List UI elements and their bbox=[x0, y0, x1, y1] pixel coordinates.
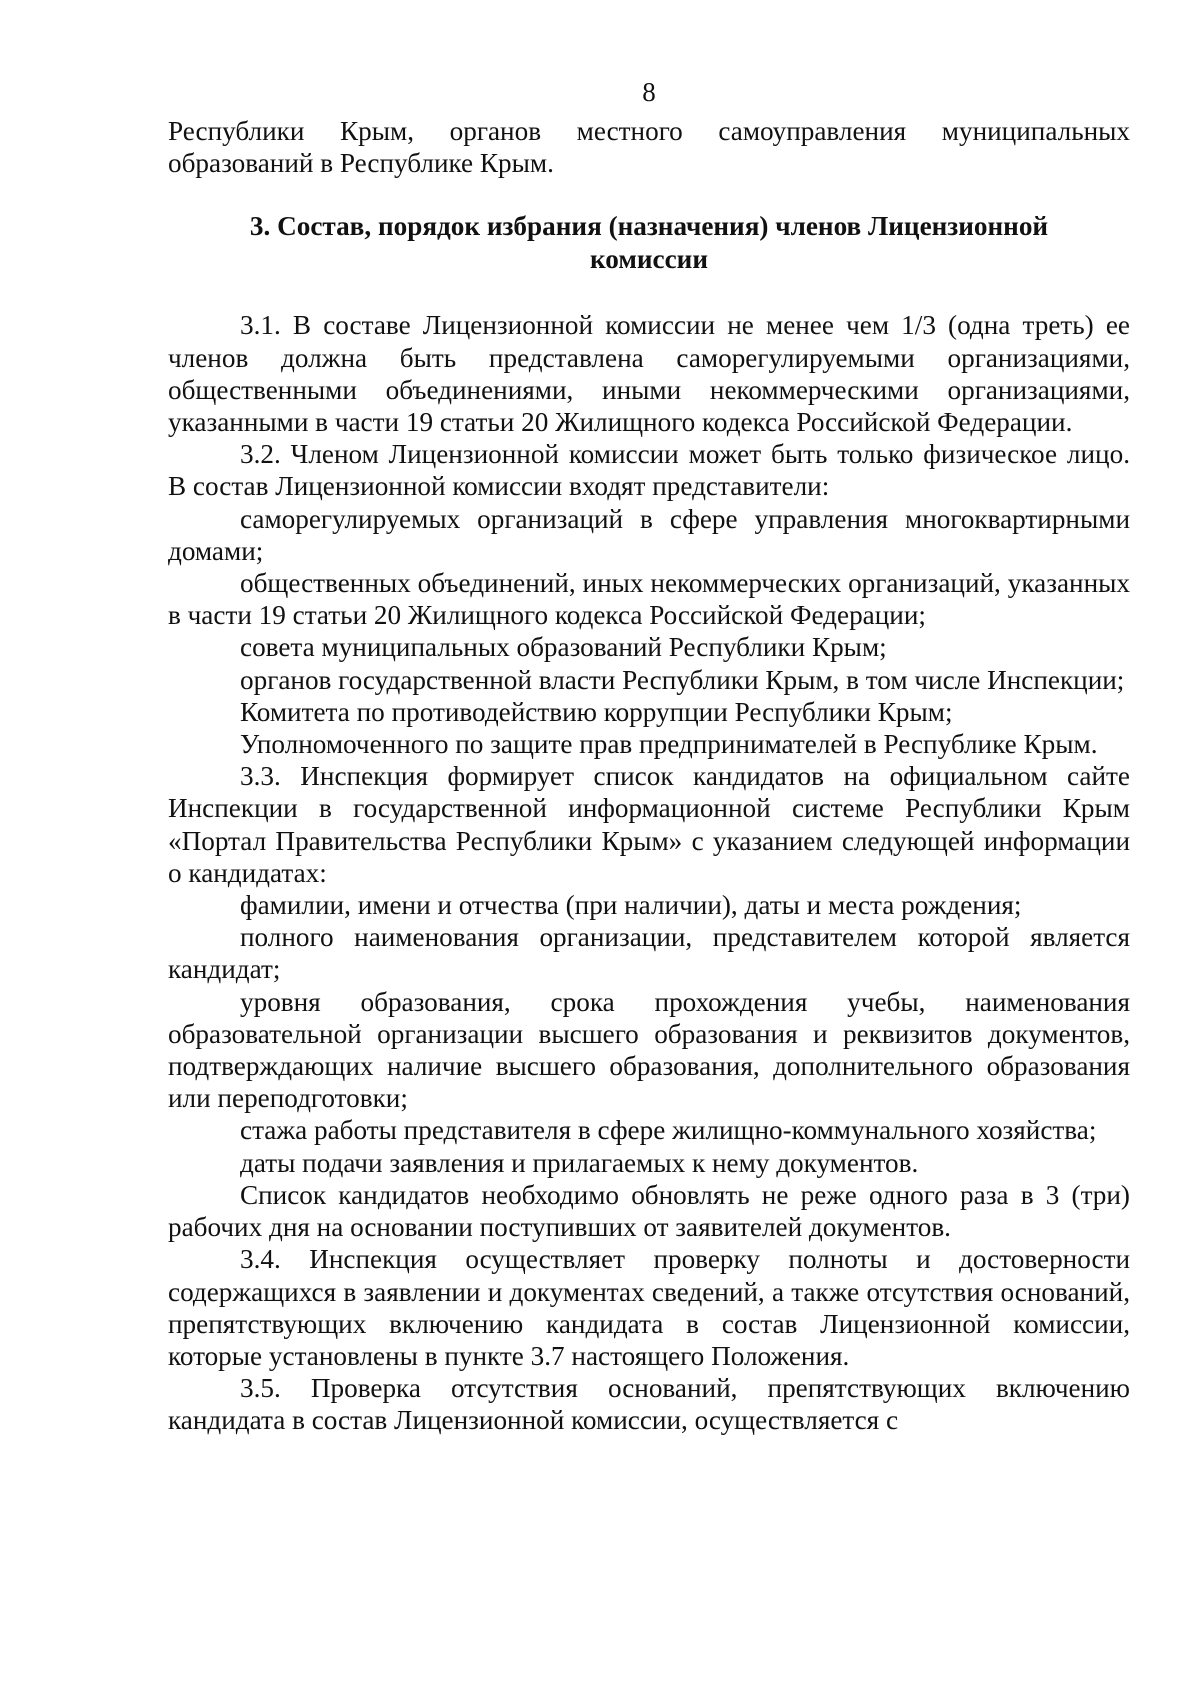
document-page bbox=[168, 70, 1130, 1437]
list-item-state-authorities: органов государственной власти Республики Крым, в том числе Инспекции; bbox=[240, 664, 1125, 695]
list-item-full-name: фамилии, имени и отчества (при наличии), даты и места рождения; bbox=[240, 890, 1022, 921]
spacer bbox=[168, 275, 1130, 309]
list-item-organization-name: полного наименования организации, представителем которой является кандидат; bbox=[168, 922, 1130, 985]
paragraph-3-2: 3.2. Членом Лицензионной комиссии может быть только физическое лицо. В состав Лицензионной комиссии входят представители: bbox=[168, 439, 1130, 502]
paragraph-3-1: 3.1. В составе Лицензионной комиссии не менее чем 1/3 (одна треть) ее членов должна быть представлена саморегулируемыми организациями, общественными объединениями, иными некоммерческими организациями, указанными в части 19 статьи 20 Жилищного кодекса Российской Федерации. bbox=[168, 310, 1130, 438]
paragraph-3-3: 3.3. Инспекция формирует список кандидатов на официальном сайте Инспекции в государственной информационной системе Республики Крым «Портал Правительства Республики Крым» с указанием следующей информации о кандидатах: bbox=[168, 761, 1130, 888]
list-item-public-associations: общественных объединений, иных некоммерческих организаций, указанных в части 19 статьи 20 Жилищного кодекса Российской Федерации; bbox=[168, 568, 1130, 631]
list-item-sro: саморегулируемых организаций в сфере управления многоквартирными домами; bbox=[168, 503, 1130, 566]
list-item-application-date: даты подачи заявления и прилагаемых к нему документов. bbox=[240, 1147, 919, 1178]
page-number: 8 bbox=[642, 77, 656, 107]
list-item-education: уровня образования, срока прохождения учебы, наименования образовательной организации высшего образования и реквизитов документов, подтверждающих наличие высшего образования, дополнительного образования или переподготовки; bbox=[168, 986, 1130, 1114]
list-item-business-ombudsman: Уполномоченного по защите прав предпринимателей в Республике Крым. bbox=[240, 729, 1098, 760]
list-item-municipal-council: совета муниципальных образований Республики Крым; bbox=[240, 632, 887, 663]
intro-paragraph: Республики Крым, органов местного самоуправления муниципальных образований в Республике Крым. bbox=[168, 116, 1130, 179]
paragraph-3-5: 3.5. Проверка отсутствия оснований, препятствующих включению кандидата в состав Лицензионной комиссии, осуществляется с bbox=[168, 1373, 1130, 1436]
section-heading: 3. Состав, порядок избрания (назначения) членов Лицензионной комиссии bbox=[249, 211, 1049, 274]
paragraph-3-4: 3.4. Инспекция осуществляет проверку полноты и достоверности содержащихся в заявлении и документах сведений, а также отсутствия оснований, препятствующих включению кандидата в состав Лицензионной комиссии, которые установлены в пункте 3.7 настоящего Положения. bbox=[168, 1244, 1130, 1371]
paragraph-list-update: Список кандидатов необходимо обновлять не реже одного раза в 3 (три) рабочих дня на основании поступивших от заявителей документов. bbox=[168, 1179, 1130, 1243]
list-item-work-experience: стажа работы представителя в сфере жилищно-коммунального хозяйства; bbox=[240, 1115, 1097, 1146]
spacer bbox=[168, 179, 1130, 210]
list-item-anticorruption-committee: Комитета по противодействию коррупции Республики Крым; bbox=[240, 696, 953, 727]
